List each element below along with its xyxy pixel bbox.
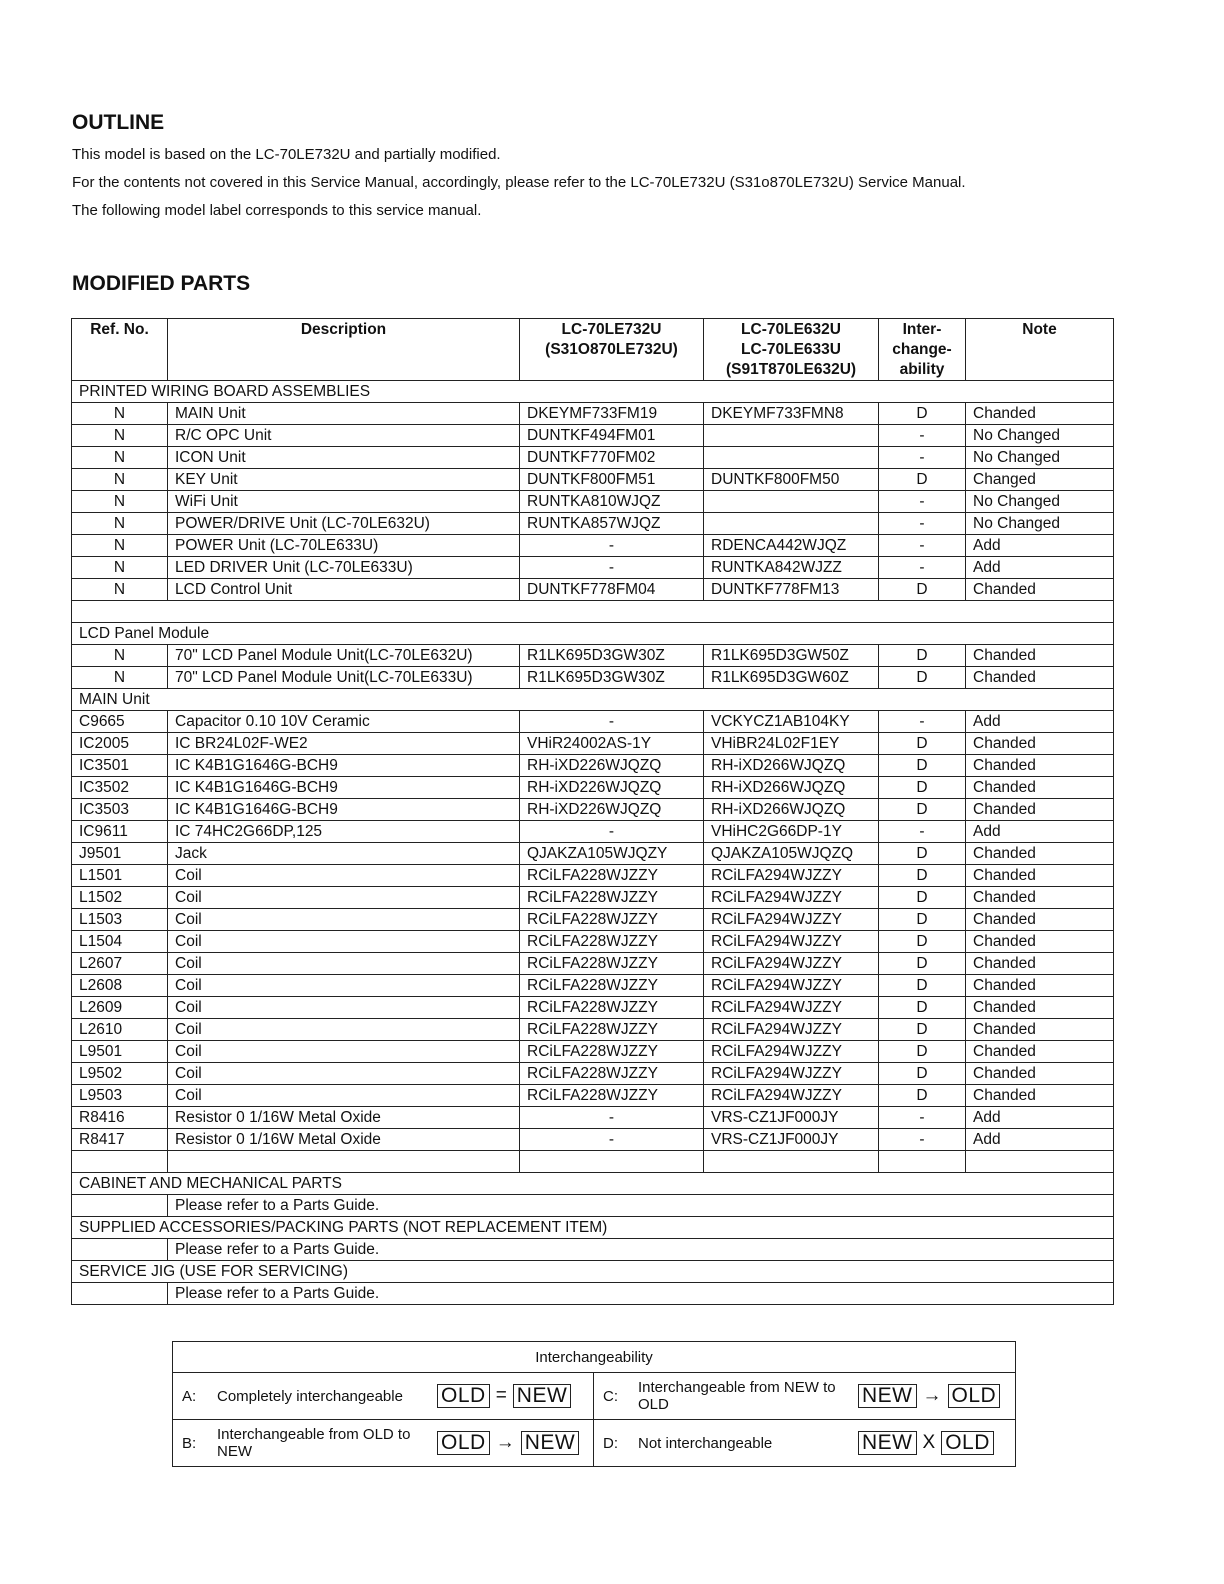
cell-ref: C9665 (72, 711, 168, 733)
cell-old-part: RUNTKA857WJQZ (520, 513, 704, 535)
cell-note: Chanded (966, 755, 1114, 777)
cell-description: MAIN Unit (168, 403, 520, 425)
cell-new-part: RH-iXD266WJQZQ (704, 755, 879, 777)
cell-interchangeability: D (879, 645, 966, 667)
modified-parts-table (71, 318, 1114, 1305)
cell-old-part: VHiR24002AS-1Y (520, 733, 704, 755)
cell-interchangeability: - (879, 513, 966, 535)
cell-description: Resistor 0 1/16W Metal Oxide (168, 1107, 520, 1129)
cell-note: Chanded (966, 403, 1114, 425)
table-row (72, 469, 1114, 491)
cell-ref: N (72, 447, 168, 469)
cell-note: Chanded (966, 667, 1114, 689)
cell-old-part: QJAKZA105WJQZY (520, 843, 704, 865)
cell-description: Jack (168, 843, 520, 865)
cell-interchangeability: D (879, 909, 966, 931)
cell-note: Add (966, 557, 1114, 579)
table-row (72, 645, 1114, 667)
cell-new-part: RCiLFA294WJZZY (704, 1085, 879, 1107)
cell-ref: N (72, 403, 168, 425)
refer-row (72, 1239, 1114, 1261)
cell-ref: L9502 (72, 1063, 168, 1085)
cell-description: LED DRIVER Unit (LC-70LE633U) (168, 557, 520, 579)
table-row (72, 711, 1114, 733)
cell-new-part: VRS-CZ1JF000JY (704, 1129, 879, 1151)
table-row (72, 931, 1114, 953)
cell-note: Chanded (966, 799, 1114, 821)
cell-ref: L9503 (72, 1085, 168, 1107)
cell-ref: N (72, 645, 168, 667)
cell-interchangeability: - (879, 425, 966, 447)
cell-description: Coil (168, 953, 520, 975)
cell-interchangeability: D (879, 777, 966, 799)
refer-row (72, 1195, 1114, 1217)
cell-ref: L2609 (72, 997, 168, 1019)
cell-ref: N (72, 513, 168, 535)
cell-ref: N (72, 557, 168, 579)
cell-note: Chanded (966, 843, 1114, 865)
cell-interchangeability: - (879, 1129, 966, 1151)
cell-new-part: RCiLFA294WJZZY (704, 953, 879, 975)
cell-note: Chanded (966, 997, 1114, 1019)
cell-interchangeability: - (879, 491, 966, 513)
cell-new-part: RCiLFA294WJZZY (704, 931, 879, 953)
cell-interchangeability: D (879, 579, 966, 601)
table-row (72, 799, 1114, 821)
cell-interchangeability: D (879, 843, 966, 865)
cell-new-part: RH-iXD266WJQZQ (704, 799, 879, 821)
cell-note: Chanded (966, 579, 1114, 601)
cell-old-part: - (520, 1107, 704, 1129)
cell-description: Resistor 0 1/16W Metal Oxide (168, 1129, 520, 1151)
cell-description: Capacitor 0.10 10V Ceramic (168, 711, 520, 733)
table-row (72, 1019, 1114, 1041)
cell-ref: N (72, 535, 168, 557)
cell-note (966, 1151, 1114, 1173)
parts-table-body (72, 381, 1114, 1305)
cell-note: Chanded (966, 975, 1114, 997)
table-row (72, 1085, 1114, 1107)
cell-interchangeability: D (879, 733, 966, 755)
cell-old-part: RH-iXD226WJQZQ (520, 755, 704, 777)
cell-ref: IC3501 (72, 755, 168, 777)
cell-ref: L1502 (72, 887, 168, 909)
cell-note: Chanded (966, 931, 1114, 953)
header-new-model: LC-70LE632U LC-70LE633U (S91T870LE632U) (704, 319, 879, 381)
cell-old-part: RH-iXD226WJQZQ (520, 799, 704, 821)
cell-description: Coil (168, 997, 520, 1019)
table-row (72, 1107, 1114, 1129)
cell-old-part: RCiLFA228WJZZY (520, 887, 704, 909)
cell-description: Coil (168, 909, 520, 931)
cell-ref: L1504 (72, 931, 168, 953)
legend-b-symbol: OLD → NEW (437, 1431, 579, 1455)
cell-description: 70" LCD Panel Module Unit(LC-70LE632U) (168, 645, 520, 667)
table-row (72, 403, 1114, 425)
table-row (72, 755, 1114, 777)
legend-c-letter: C: (603, 1387, 618, 1405)
table-row (72, 997, 1114, 1019)
cell-description: IC K4B1G1646G-BCH9 (168, 777, 520, 799)
cell-interchangeability: - (879, 535, 966, 557)
section-label: PRINTED WIRING BOARD ASSEMBLIES (72, 381, 1114, 403)
cell-description: 70" LCD Panel Module Unit(LC-70LE633U) (168, 667, 520, 689)
cell-new-part: VCKYCZ1AB104KY (704, 711, 879, 733)
cell-note: Chanded (966, 909, 1114, 931)
cell-note: Chanded (966, 887, 1114, 909)
cell-old-part: - (520, 557, 704, 579)
cell-new-part: VHiBR24L02F1EY (704, 733, 879, 755)
legend-a (173, 1373, 594, 1420)
cell-old-part: RCiLFA228WJZZY (520, 1063, 704, 1085)
refer-row (72, 1283, 1114, 1305)
cell-old-part: DUNTKF800FM51 (520, 469, 704, 491)
table-row (72, 909, 1114, 931)
cell-old-part: - (520, 1129, 704, 1151)
cell-ref: L2608 (72, 975, 168, 997)
cell-note: Add (966, 821, 1114, 843)
outline-heading: OUTLINE (72, 111, 165, 134)
cell-description: Coil (168, 1085, 520, 1107)
cell-new-part: RCiLFA294WJZZY (704, 887, 879, 909)
table-row (72, 513, 1114, 535)
cell-ref: J9501 (72, 843, 168, 865)
legend-a-letter: A: (182, 1387, 197, 1405)
cell-old-part: RCiLFA228WJZZY (520, 975, 704, 997)
cell-old-part: - (520, 821, 704, 843)
cell-interchangeability (879, 1151, 966, 1173)
cell-new-part: RUNTKA842WJZZ (704, 557, 879, 579)
cell-note: Add (966, 535, 1114, 557)
section-row (72, 381, 1114, 403)
refer-text: Please refer to a Parts Guide. (168, 1283, 1114, 1305)
cell-note: No Changed (966, 447, 1114, 469)
cell-description: IC K4B1G1646G-BCH9 (168, 755, 520, 777)
cell-note: No Changed (966, 491, 1114, 513)
outline-line-1: This model is based on the LC-70LE732U and partially modified. (72, 146, 501, 163)
table-row (72, 1063, 1114, 1085)
cell-old-part: RCiLFA228WJZZY (520, 931, 704, 953)
cell-interchangeability: D (879, 799, 966, 821)
cell-new-part: VHiHC2G66DP-1Y (704, 821, 879, 843)
modified-parts-heading: MODIFIED PARTS (72, 272, 251, 295)
cell-note: Chanded (966, 733, 1114, 755)
legend-title: Interchangeability (173, 1342, 1016, 1373)
cell-interchangeability: D (879, 1063, 966, 1085)
legend-a-symbol: OLD = NEW (437, 1384, 571, 1408)
cell-old-part: RCiLFA228WJZZY (520, 1041, 704, 1063)
cell-description: POWER/DRIVE Unit (LC-70LE632U) (168, 513, 520, 535)
cell-description: POWER Unit (LC-70LE633U) (168, 535, 520, 557)
legend-b (173, 1420, 594, 1467)
refer-text: Please refer to a Parts Guide. (168, 1195, 1114, 1217)
cell-old-part (520, 1151, 704, 1173)
cell-description (168, 1151, 520, 1173)
legend-c-text: Interchangeable from NEW to OLD (638, 1379, 836, 1413)
cell-interchangeability: D (879, 1085, 966, 1107)
cell-note: Changed (966, 469, 1114, 491)
table-row (72, 953, 1114, 975)
interchangeability-legend (172, 1341, 1016, 1467)
table-row (72, 777, 1114, 799)
cell-interchangeability: D (879, 997, 966, 1019)
cell-note: No Changed (966, 425, 1114, 447)
header-interchangeability: Inter- change- ability (879, 319, 966, 381)
cell-ref: N (72, 469, 168, 491)
cell-note: Add (966, 1129, 1114, 1151)
table-row (72, 579, 1114, 601)
section-label: MAIN Unit (72, 689, 1114, 711)
cell-description: Coil (168, 1063, 520, 1085)
cell-ref: N (72, 425, 168, 447)
header-ref: Ref. No. (72, 319, 168, 381)
cell-interchangeability: D (879, 953, 966, 975)
cell-new-part: DUNTKF778FM13 (704, 579, 879, 601)
cell-description: Coil (168, 1019, 520, 1041)
cell-ref: N (72, 579, 168, 601)
cell-new-part (704, 491, 879, 513)
cell-ref: R8416 (72, 1107, 168, 1129)
cell-interchangeability: D (879, 865, 966, 887)
table-row (72, 843, 1114, 865)
cell-description: Coil (168, 1041, 520, 1063)
cell-ref (72, 1283, 168, 1305)
table-row (72, 1129, 1114, 1151)
cell-old-part: RH-iXD226WJQZQ (520, 777, 704, 799)
cell-old-part: RCiLFA228WJZZY (520, 1019, 704, 1041)
cell-new-part: RCiLFA294WJZZY (704, 997, 879, 1019)
legend-b-letter: B: (182, 1434, 197, 1452)
cell-new-part: R1LK695D3GW60Z (704, 667, 879, 689)
cell-ref (72, 1195, 168, 1217)
cell-old-part: RCiLFA228WJZZY (520, 997, 704, 1019)
legend-b-text: Interchangeable from OLD to NEW (217, 1426, 411, 1460)
table-row (72, 975, 1114, 997)
cell-new-part (704, 513, 879, 535)
cell-interchangeability: D (879, 755, 966, 777)
cell-old-part: R1LK695D3GW30Z (520, 645, 704, 667)
cell-note: No Changed (966, 513, 1114, 535)
cell-interchangeability: - (879, 447, 966, 469)
cell-ref: L9501 (72, 1041, 168, 1063)
table-row (72, 535, 1114, 557)
cell-ref: IC3503 (72, 799, 168, 821)
section-row (72, 689, 1114, 711)
legend-c-symbol: NEW → OLD (858, 1384, 1000, 1408)
cell-new-part: DKEYMF733FMN8 (704, 403, 879, 425)
cell-note: Chanded (966, 1063, 1114, 1085)
header-description: Description (168, 319, 520, 381)
cell-note: Add (966, 1107, 1114, 1129)
cell-description: Coil (168, 975, 520, 997)
table-header-row (72, 319, 1114, 381)
table-row (72, 425, 1114, 447)
table-row (72, 733, 1114, 755)
cell-new-part: RH-iXD266WJQZQ (704, 777, 879, 799)
header-note: Note (966, 319, 1114, 381)
cell-old-part: RUNTKA810WJQZ (520, 491, 704, 513)
cell-ref: L2610 (72, 1019, 168, 1041)
cell-new-part: RDENCA442WJQZ (704, 535, 879, 557)
cell-ref: IC9611 (72, 821, 168, 843)
cell-new-part (704, 425, 879, 447)
cell-interchangeability: D (879, 469, 966, 491)
cell-old-part: RCiLFA228WJZZY (520, 909, 704, 931)
cell-new-part: RCiLFA294WJZZY (704, 1019, 879, 1041)
cell-old-part: DUNTKF770FM02 (520, 447, 704, 469)
cell-interchangeability: D (879, 887, 966, 909)
cell-description: Coil (168, 887, 520, 909)
section-label: SERVICE JIG (USE FOR SERVICING) (72, 1261, 1114, 1283)
cell-note: Chanded (966, 1085, 1114, 1107)
table-row (72, 887, 1114, 909)
outline-line-3: The following model label corresponds to this service manual. (72, 202, 482, 219)
table-row (72, 1151, 1114, 1173)
cell-description: IC BR24L02F-WE2 (168, 733, 520, 755)
legend-c (594, 1373, 1016, 1420)
cell-interchangeability: - (879, 821, 966, 843)
cell-interchangeability: D (879, 1019, 966, 1041)
cell-note: Chanded (966, 777, 1114, 799)
cell-ref: L1501 (72, 865, 168, 887)
cell-new-part: QJAKZA105WJQZQ (704, 843, 879, 865)
cell-old-part: RCiLFA228WJZZY (520, 865, 704, 887)
cell-new-part: DUNTKF800FM50 (704, 469, 879, 491)
cell-ref: L2607 (72, 953, 168, 975)
cell-ref (72, 1151, 168, 1173)
cell-old-part: R1LK695D3GW30Z (520, 667, 704, 689)
table-row (72, 557, 1114, 579)
section-label: LCD Panel Module (72, 623, 1114, 645)
cell-interchangeability: D (879, 975, 966, 997)
header-old-model: LC-70LE732U (S31O870LE732U) (520, 319, 704, 381)
section-row (72, 623, 1114, 645)
section-row (72, 601, 1114, 623)
cell-description: Coil (168, 931, 520, 953)
section-label: CABINET AND MECHANICAL PARTS (72, 1173, 1114, 1195)
cell-ref (72, 1239, 168, 1261)
cell-description: IC 74HC2G66DP,125 (168, 821, 520, 843)
cell-interchangeability: - (879, 557, 966, 579)
cell-description: KEY Unit (168, 469, 520, 491)
cell-ref: N (72, 667, 168, 689)
table-row (72, 667, 1114, 689)
cell-note: Chanded (966, 953, 1114, 975)
legend-a-text: Completely interchangeable (217, 1387, 403, 1405)
cell-ref: R8417 (72, 1129, 168, 1151)
section-row (72, 1261, 1114, 1283)
table-row (72, 865, 1114, 887)
cell-new-part: R1LK695D3GW50Z (704, 645, 879, 667)
cell-description: LCD Control Unit (168, 579, 520, 601)
cell-new-part (704, 447, 879, 469)
cell-description: WiFi Unit (168, 491, 520, 513)
table-row (72, 491, 1114, 513)
cell-description: ICON Unit (168, 447, 520, 469)
cell-note: Chanded (966, 1019, 1114, 1041)
cell-ref: IC2005 (72, 733, 168, 755)
cell-new-part: VRS-CZ1JF000JY (704, 1107, 879, 1129)
cell-new-part: RCiLFA294WJZZY (704, 865, 879, 887)
table-row (72, 821, 1114, 843)
cell-new-part (704, 1151, 879, 1173)
cell-description: Coil (168, 865, 520, 887)
legend-d (594, 1420, 1016, 1467)
cell-old-part: RCiLFA228WJZZY (520, 1085, 704, 1107)
cell-old-part: DKEYMF733FM19 (520, 403, 704, 425)
cell-old-part: - (520, 711, 704, 733)
cell-note: Chanded (966, 865, 1114, 887)
table-row (72, 1041, 1114, 1063)
cell-note: Chanded (966, 1041, 1114, 1063)
cell-ref: IC3502 (72, 777, 168, 799)
refer-text: Please refer to a Parts Guide. (168, 1239, 1114, 1261)
legend-d-text: Not interchangeable (638, 1434, 773, 1452)
table-row (72, 447, 1114, 469)
cell-description: IC K4B1G1646G-BCH9 (168, 799, 520, 821)
cell-new-part: RCiLFA294WJZZY (704, 909, 879, 931)
cell-interchangeability: D (879, 1041, 966, 1063)
section-row (72, 1217, 1114, 1239)
cell-note: Chanded (966, 645, 1114, 667)
cell-old-part: DUNTKF778FM04 (520, 579, 704, 601)
cell-interchangeability: D (879, 667, 966, 689)
cell-interchangeability: - (879, 1107, 966, 1129)
cell-new-part: RCiLFA294WJZZY (704, 1063, 879, 1085)
section-label: SUPPLIED ACCESSORIES/PACKING PARTS (NOT REPLACEMENT ITEM) (72, 1217, 1114, 1239)
cell-old-part: - (520, 535, 704, 557)
cell-description: R/C OPC Unit (168, 425, 520, 447)
section-row (72, 1173, 1114, 1195)
outline-line-2: For the contents not covered in this Service Manual, accordingly, please refer to the LC-70LE732U (S31o870LE732U) Service Manual. (72, 174, 966, 191)
section-label (72, 601, 1114, 623)
cell-interchangeability: - (879, 711, 966, 733)
cell-ref: N (72, 491, 168, 513)
cell-note: Add (966, 711, 1114, 733)
cell-interchangeability: D (879, 403, 966, 425)
cell-old-part: RCiLFA228WJZZY (520, 953, 704, 975)
cell-new-part: RCiLFA294WJZZY (704, 975, 879, 997)
cell-new-part: RCiLFA294WJZZY (704, 1041, 879, 1063)
legend-d-symbol: NEW X OLD (858, 1431, 994, 1455)
legend-d-letter: D: (603, 1434, 618, 1452)
cell-ref: L1503 (72, 909, 168, 931)
cell-interchangeability: D (879, 931, 966, 953)
cell-old-part: DUNTKF494FM01 (520, 425, 704, 447)
